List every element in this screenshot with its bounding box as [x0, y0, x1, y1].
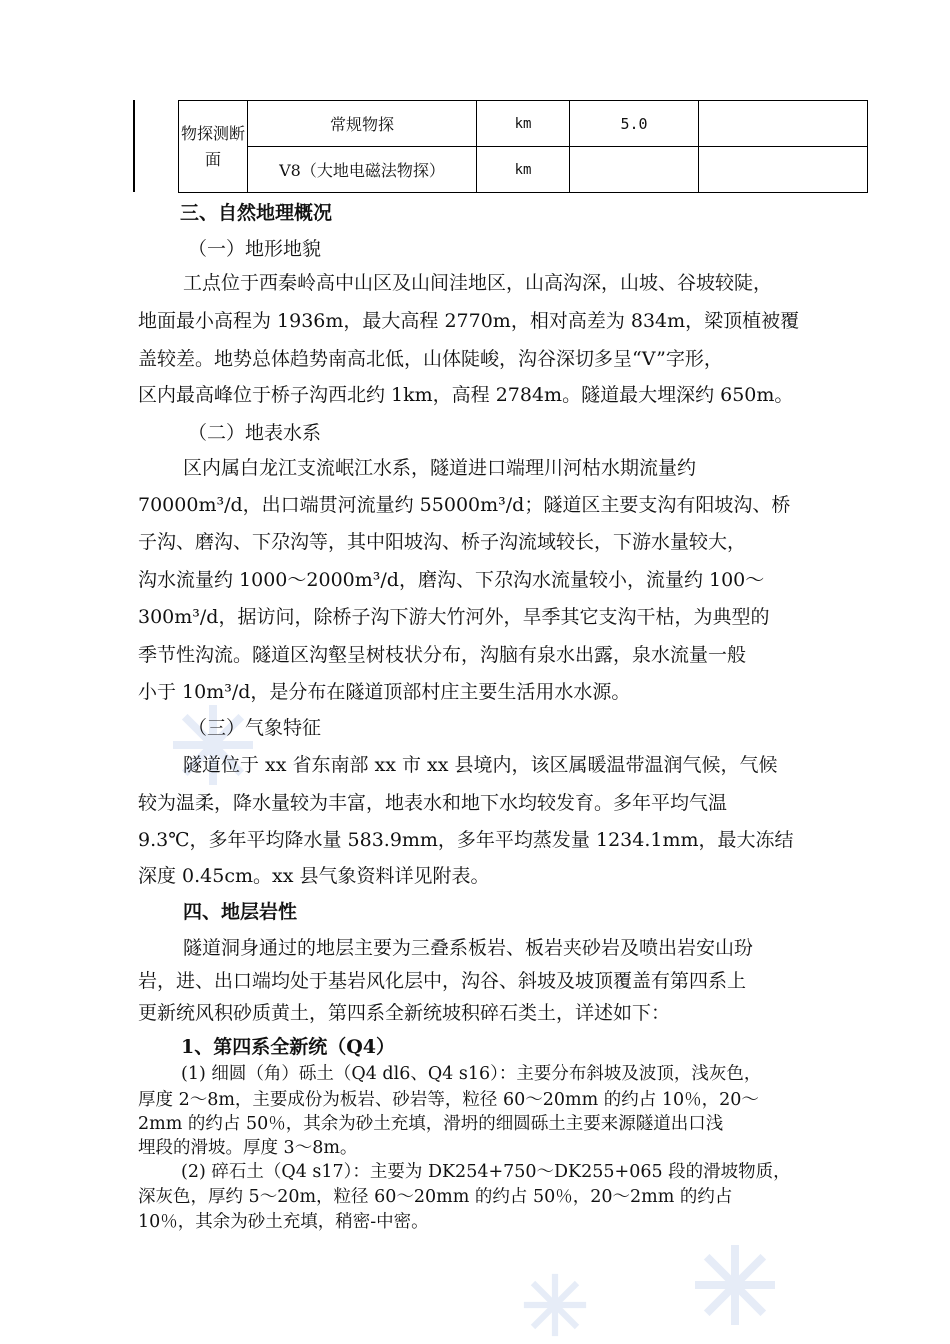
table-cell-quantity [570, 147, 699, 193]
paragraph-line: 隧道位于 xx 省东南部 xx 市 xx 县境内，该区属暖温带温润气候，气候 [183, 754, 778, 776]
paragraph-line: 工点位于西秦岭高中山区及山间洼地区，山高沟深，山坡、谷坡较陡， [183, 272, 773, 294]
table-row [179, 147, 868, 193]
table-cell-unit: km [477, 101, 570, 147]
paragraph-line: 10％，其余为砂土充填，稍密-中密。 [138, 1212, 429, 1232]
table-cell-item: V8（大地电磁法物探） [248, 147, 477, 193]
paragraph-line: (2) 碎石土（Q4 s17）：主要为 DK254+750～DK255+065 段的滑坡物质， [181, 1162, 791, 1182]
paragraph-line: 小于 10m³/d，是分布在隧道顶部村庄主要生活用水水源。 [138, 681, 631, 703]
subsection-heading: 1、第四系全新统（Q4） [181, 1036, 395, 1058]
paragraph-line: 隧道洞身通过的地层主要为三叠系板岩、板岩夹砂岩及喷出岩安山玢 [183, 937, 754, 959]
table-row [179, 101, 868, 147]
table-cell-quantity: 5.0 [570, 101, 699, 147]
snowflake-watermark-icon [690, 1240, 780, 1330]
paragraph-line: 更新统风积砂质黄土，第四系全新统坡积碎石类土，详述如下： [138, 1002, 671, 1024]
paragraph-line: 埋段的滑坡。厚度 3～8m。 [138, 1138, 358, 1158]
section-heading: 四、地层岩性 [183, 901, 298, 923]
paragraph-line: 300m³/d，据访问，除桥子沟下游大竹河外，旱季其它支沟干枯，为典型的 [138, 606, 770, 628]
subsection-heading: （一）地形地貌 [188, 238, 322, 260]
table-cell-category: 物探测断面 [179, 101, 248, 193]
snowflake-watermark-icon [520, 1270, 590, 1340]
paragraph-line: 沟水流量约 1000～2000m³/d，磨沟、下尕沟水流量较小，流量约 100～ [138, 569, 765, 591]
paragraph-line: 地面最小高程为 1936m，最大高程 2770m，相对高差为 834m，梁顶植被覆 [138, 310, 800, 332]
subsection-heading: （二）地表水系 [188, 422, 322, 444]
paragraph-line: 岩，进、出口端均处于基岩风化层中，沟谷、斜坡及坡顶覆盖有第四系上 [138, 970, 747, 992]
paragraph-line: 季节性沟流。隧道区沟壑呈树枝状分布，沟脑有泉水出露，泉水流量一般 [138, 644, 747, 666]
paragraph-line: 2mm 的约占 50％，其余为砂土充填，滑坍的细圆砾土主要来源隧道出口浅 [138, 1114, 724, 1134]
table-cell-note [699, 147, 868, 193]
table-cell-item: 常规物探 [248, 101, 477, 147]
survey-table [178, 100, 868, 193]
paragraph-line: 盖较差。地势总体趋势南高北低，山体陡峻，沟谷深切多呈“V”字形， [138, 348, 723, 370]
paragraph-line: 较为温柔，降水量较为丰富，地表水和地下水均较发育。多年平均气温 [138, 792, 728, 814]
paragraph-line: 深灰色，厚约 5～20m，粒径 60～20mm 的约占 50％，20～2mm 的约占 [138, 1187, 733, 1207]
table-left-border [133, 100, 135, 192]
table-cell-unit: km [477, 147, 570, 193]
table-cell-note [699, 101, 868, 147]
paragraph-line: 9.3℃，多年平均降水量 583.9mm，多年平均蒸发量 1234.1mm，最大冻结 [138, 829, 794, 851]
paragraph-line: 子沟、磨沟、下尕沟等，其中阳坡沟、桥子沟流域较长，下游水量较大， [138, 531, 747, 553]
paragraph-line: 厚度 2～8m，主要成份为板岩、砂岩等，粒径 60～20mm 的约占 10％，20～ [138, 1090, 759, 1110]
paragraph-line: (1) 细圆（角）砾土（Q4 dl6、Q4 s16）：主要分布斜坡及波顶，浅灰色， [181, 1064, 762, 1084]
subsection-heading: （三）气象特征 [188, 717, 322, 739]
section-heading: 三、自然地理概况 [180, 202, 333, 224]
paragraph-line: 深度 0.45cm。xx 县气象资料详见附表。 [138, 865, 490, 887]
paragraph-line: 区内最高峰位于桥子沟西北约 1km，高程 2784m。隧道最大埋深约 650m。 [138, 384, 794, 406]
paragraph-line: 区内属白龙江支流岷江水系，隧道进口端理川河枯水期流量约 [183, 457, 697, 479]
paragraph-line: 70000m³/d，出口端贯河流量约 55000m³/d；隧道区主要支沟有阳坡沟、桥 [138, 494, 791, 516]
